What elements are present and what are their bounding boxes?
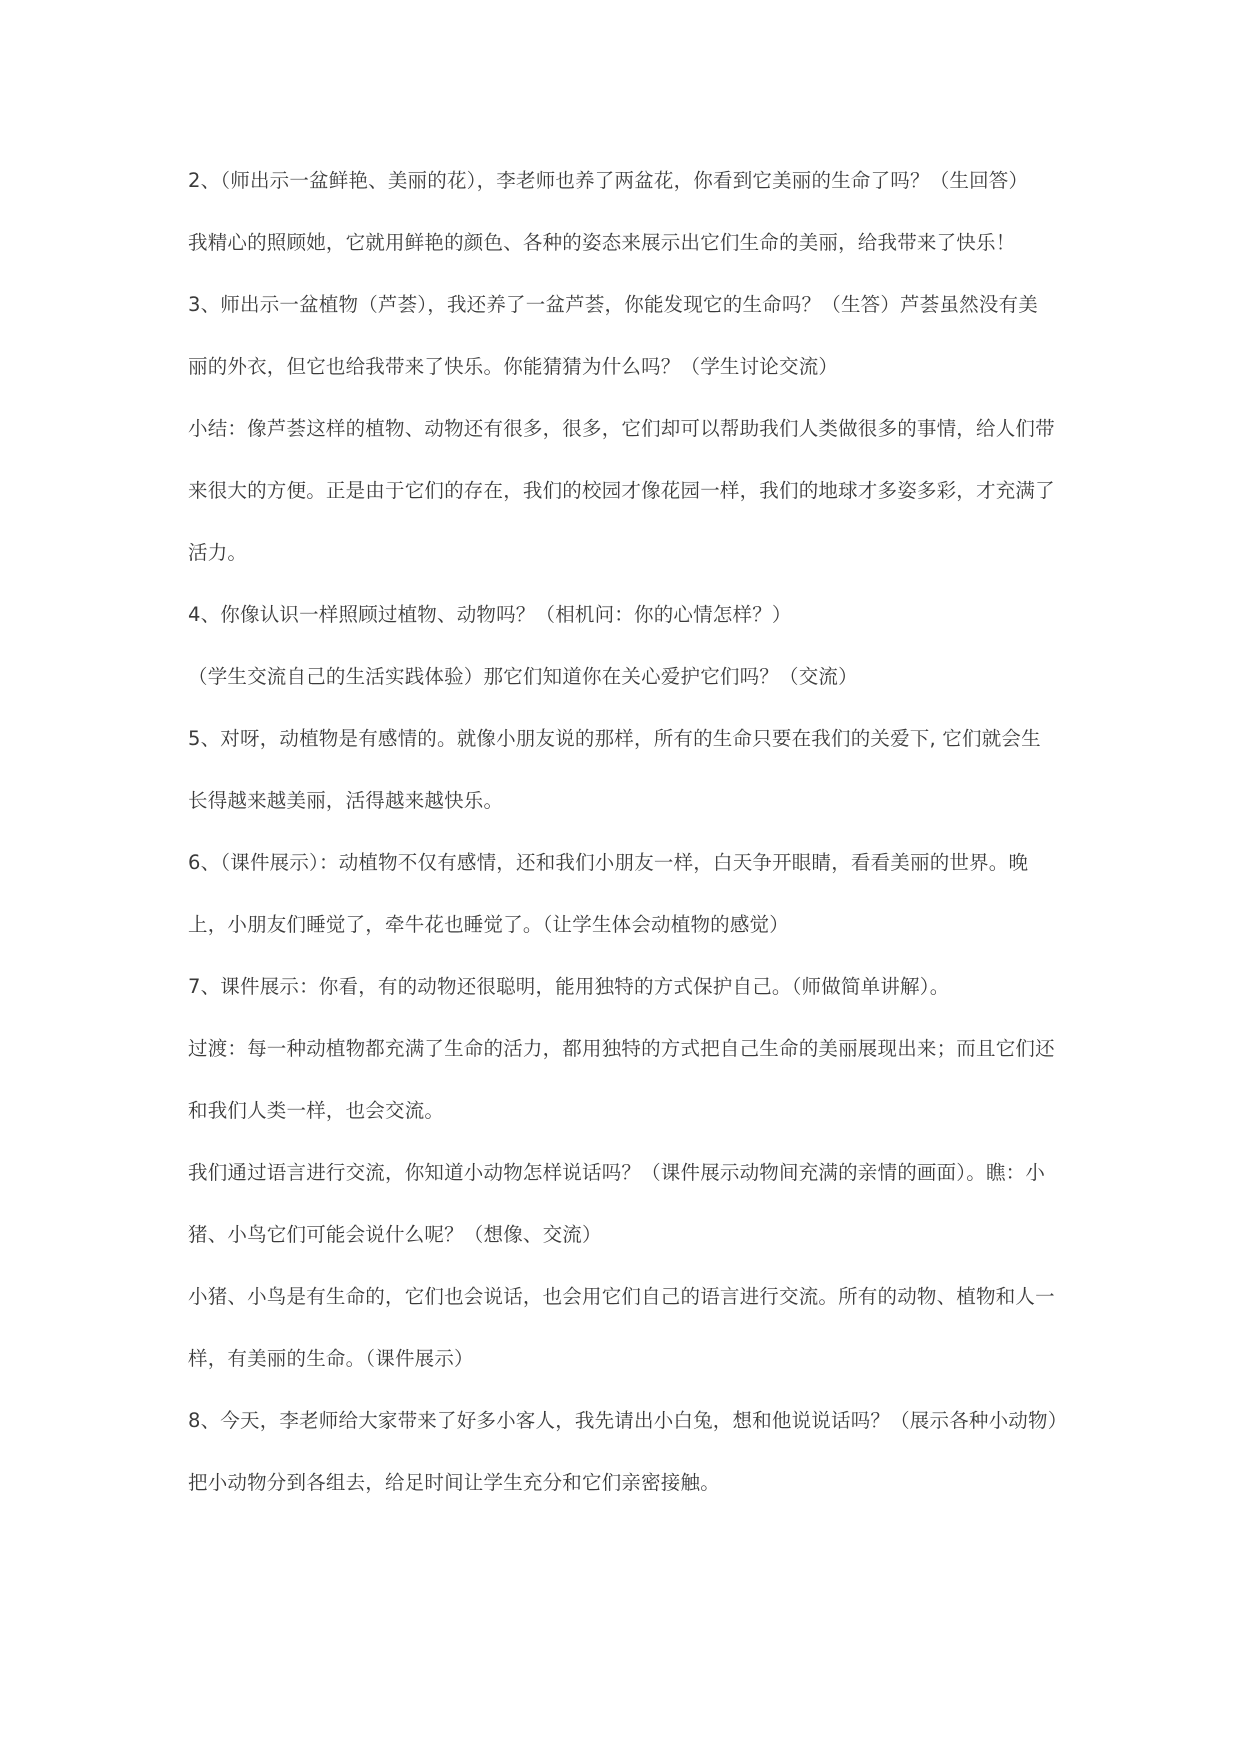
text-line: 我精心的照顾她，它就用鲜艳的颜色、各种的姿态来展示出它们生命的美丽，给我带来了快乐！ — [188, 231, 1016, 254]
text-line: 7、课件展示：你看，有的动物还很聪明，能用独特的方式保护自己。（师做简单讲解）。 — [188, 975, 950, 998]
text-line: 小结：像芦荟这样的植物、动物还有很多，很多，它们却可以帮助我们人类做很多的事情，给人们带 — [188, 417, 1055, 440]
text-line: 丽的外衣，但它也给我带来了快乐。你能猜猜为什么吗？（学生讨论交流） — [188, 355, 839, 378]
text-line: 长得越来越美丽，活得越来越快乐。 — [188, 789, 504, 812]
document-body — [188, 168, 1088, 1532]
text-line: 和我们人类一样，也会交流。 — [188, 1099, 445, 1122]
text-line: 样，有美丽的生命。（课件展示） — [188, 1347, 474, 1370]
text-line: 我们通过语言进行交流，你知道小动物怎样说话吗？（课件展示动物间充满的亲情的画面）。瞧：小 — [188, 1161, 1046, 1184]
text-line: 猪、小鸟它们可能会说什么呢？（想像、交流） — [188, 1223, 602, 1246]
text-line: 2、（师出示一盆鲜艳、美丽的花），李老师也养了两盆花，你看到它美丽的生命了吗？（生回答） — [188, 169, 1029, 192]
text-line: （学生交流自己的生活实践体验）那它们知道你在关心爱护它们吗？（交流） — [188, 665, 858, 688]
text-line: 6、（课件展示）：动植物不仅有感情，还和我们小朋友一样，白天争开眼睛，看看美丽的世界。晚 — [188, 851, 1029, 874]
text-line: 过渡：每一种动植物都充满了生命的活力，都用独特的方式把自己生命的美丽展现出来；而且它们还 — [188, 1037, 1055, 1060]
text-line: 上，小朋友们睡觉了，牵牛花也睡觉了。（让学生体会动植物的感觉） — [188, 913, 789, 936]
text-line: 4、你像认识一样照顾过植物、动物吗？（相机问：你的心情怎样？） — [188, 603, 792, 626]
text-line: 8、今天，李老师给大家带来了好多小客人，我先请出小白兔，想和他说说话吗？（展示各种小动物） — [188, 1409, 1068, 1432]
text-line: 来很大的方便。正是由于它们的存在，我们的校园才像花园一样，我们的地球才多姿多彩，才充满了 — [188, 479, 1055, 502]
text-line: 活力。 — [188, 541, 248, 564]
text-line: 把小动物分到各组去，给足时间让学生充分和它们亲密接触。 — [188, 1471, 720, 1494]
text-line: 3、师出示一盆植物（芦荟），我还养了一盆芦荟，你能发现它的生命吗？（生答）芦荟虽然没有美 — [188, 293, 1038, 316]
text-line: 小猪、小鸟是有生命的，它们也会说话，也会用它们自己的语言进行交流。所有的动物、植物和人一 — [188, 1285, 1055, 1308]
text-line: 5、对呀，动植物是有感情的。就像小朋友说的那样，所有的生命只要在我们的关爱下, 它们就会生 — [188, 727, 1041, 750]
